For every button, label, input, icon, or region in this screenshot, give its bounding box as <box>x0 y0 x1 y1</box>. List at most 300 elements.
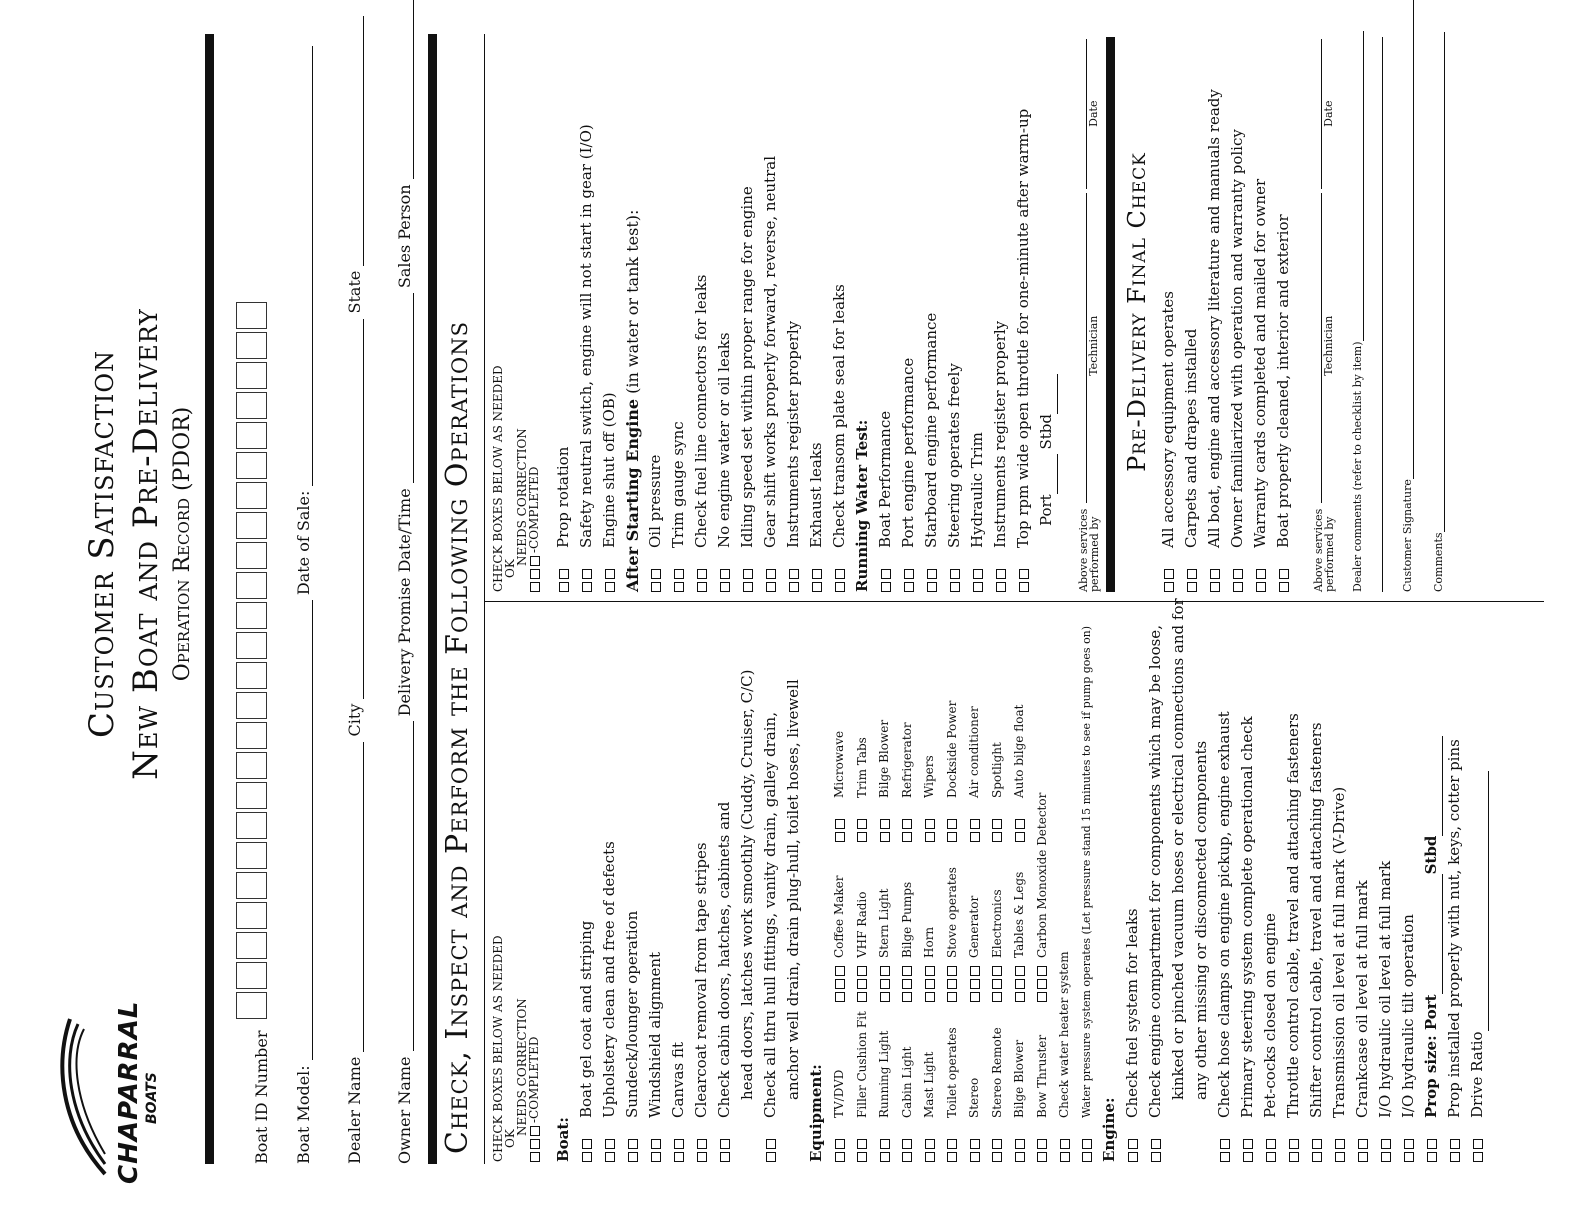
list-item[interactable]: Carpets and drapes installed <box>1180 32 1203 592</box>
checkbox[interactable] <box>970 992 980 1002</box>
list-item[interactable]: I/O hydraulic tilt operation <box>1397 607 1420 1162</box>
checkbox[interactable] <box>1266 1152 1276 1162</box>
checkbox[interactable] <box>992 832 1002 842</box>
checkbox[interactable] <box>1037 979 1047 989</box>
list-item[interactable]: Boat Performance <box>874 32 897 592</box>
checkbox[interactable] <box>697 569 707 579</box>
checkbox[interactable] <box>1019 569 1029 579</box>
checkbox[interactable] <box>835 966 845 976</box>
checkbox[interactable] <box>1256 582 1266 592</box>
checkbox[interactable] <box>835 582 845 592</box>
checkbox[interactable] <box>1220 1139 1230 1149</box>
list-item[interactable]: Check fuel line connectors for leaks <box>690 32 713 592</box>
list-item-cont: any other missing or disconnected components <box>1192 740 1210 1100</box>
list-item[interactable]: Check engine compartment for components which may be loose, <box>1144 607 1167 1162</box>
checkbox[interactable] <box>720 1139 730 1149</box>
checkbox[interactable] <box>950 569 960 579</box>
checkbox[interactable] <box>970 966 980 976</box>
checkbox[interactable] <box>970 1152 980 1162</box>
id-digit-box[interactable] <box>236 722 267 749</box>
id-digit-box[interactable] <box>236 902 267 929</box>
id-digit-box[interactable] <box>236 662 267 689</box>
checkbox[interactable] <box>651 569 661 579</box>
city-field[interactable] <box>349 319 364 699</box>
id-digit-box[interactable] <box>236 992 267 1019</box>
checkbox[interactable] <box>880 1139 890 1149</box>
checkbox[interactable] <box>582 1139 592 1149</box>
id-digit-box[interactable] <box>236 392 267 419</box>
checkbox[interactable] <box>857 966 867 976</box>
checkbox[interactable] <box>674 582 684 592</box>
checkbox[interactable] <box>902 832 912 842</box>
checkbox[interactable] <box>947 1152 957 1162</box>
checkbox[interactable] <box>1312 1152 1322 1162</box>
id-digit-box[interactable] <box>236 782 267 809</box>
list-item[interactable]: Hydraulic Trim <box>966 32 989 592</box>
checkbox[interactable] <box>880 1152 890 1162</box>
delivery-promise-field[interactable] <box>399 293 414 483</box>
checkbox[interactable] <box>1187 582 1197 592</box>
checkbox[interactable] <box>1335 1152 1345 1162</box>
checkbox[interactable] <box>925 819 935 829</box>
boat-id-label: Boat ID Number <box>252 1030 271 1164</box>
id-digit-box[interactable] <box>236 962 267 989</box>
checkbox[interactable] <box>947 819 957 829</box>
checkbox[interactable] <box>857 1139 867 1149</box>
logo-sub: BOATS <box>144 1072 160 1124</box>
checkbox[interactable] <box>605 569 615 579</box>
checkbox[interactable] <box>651 1139 661 1149</box>
checkbox[interactable] <box>789 569 799 579</box>
dealer-name-label: Dealer Name <box>345 1056 364 1164</box>
list-item[interactable]: Check transom plate seal for leaks <box>828 32 851 592</box>
checkbox[interactable] <box>605 582 615 592</box>
checkbox[interactable] <box>992 979 1002 989</box>
list-item[interactable]: Port engine performance <box>897 32 920 592</box>
checkbox[interactable] <box>766 569 776 579</box>
id-digit-box[interactable] <box>236 632 267 659</box>
list-item[interactable]: Check all thru hull fittings, vanity drain, galley drain, <box>759 607 782 1162</box>
checkbox[interactable] <box>1381 1139 1391 1149</box>
list-item[interactable]: Instruments register properly <box>989 32 1012 592</box>
logo-text: CHAPARRAL <box>114 1000 144 1184</box>
checkbox[interactable] <box>1210 569 1220 579</box>
checkbox[interactable] <box>902 1139 912 1149</box>
list-item[interactable]: Shifter control cable, travel and attaching fasteners <box>1305 607 1328 1162</box>
checkbox[interactable] <box>880 992 890 1002</box>
id-digit-box[interactable] <box>236 362 267 389</box>
list-item[interactable]: No engine water or oil leaks <box>713 32 736 592</box>
checkbox[interactable] <box>947 1139 957 1149</box>
customer-signature-field[interactable] <box>1399 0 1414 479</box>
checkbox[interactable] <box>904 582 914 592</box>
checkbox[interactable] <box>970 1139 980 1149</box>
list-item[interactable]: Gear shift works properly forward, reverse, neutral <box>759 32 782 592</box>
list-item[interactable]: Check fuel system for leaks <box>1121 607 1144 1162</box>
checkbox[interactable] <box>1128 1152 1138 1162</box>
checkbox[interactable] <box>1243 1139 1253 1149</box>
checkbox[interactable] <box>743 582 753 592</box>
list-item[interactable]: Check cabin doors, hatches, cabinets and <box>713 607 736 1162</box>
checkbox[interactable] <box>720 582 730 592</box>
checkbox[interactable] <box>1187 569 1197 579</box>
checkbox[interactable] <box>674 569 684 579</box>
list-item[interactable]: Pet-cocks closed on engine <box>1259 607 1282 1162</box>
title-line2: New Boat and Pre-Delivery <box>126 308 166 780</box>
checkbox[interactable] <box>992 992 1002 1002</box>
list-item[interactable]: All boat, engine and accessory literature and manuals ready <box>1203 32 1226 592</box>
checkbox[interactable] <box>880 966 890 976</box>
list-item[interactable]: Boat properly cleaned, interior and exterior <box>1272 32 1295 592</box>
checkbox[interactable] <box>605 1139 615 1149</box>
boat-model-row <box>294 46 313 1164</box>
checkbox[interactable] <box>902 1152 912 1162</box>
dealer-row <box>345 16 364 1164</box>
list-item[interactable]: Instruments register properly <box>782 32 805 592</box>
checkbox[interactable] <box>530 582 540 592</box>
date-field[interactable] <box>1072 39 1087 189</box>
id-digit-box[interactable] <box>236 302 267 329</box>
checkbox[interactable] <box>530 1152 540 1162</box>
checkbox[interactable] <box>582 582 592 592</box>
checkbox[interactable] <box>881 582 891 592</box>
list-item-cont: anchor well drain, drain plug-hull, toilet hoses, livewell <box>784 679 802 1100</box>
column-divider <box>484 601 1544 602</box>
tech-signoff-1: Above services performed by Technician Date <box>1072 32 1100 592</box>
checkbox[interactable] <box>925 832 935 842</box>
list-item[interactable]: Crankcase oil level at full mark <box>1351 607 1374 1162</box>
checkbox[interactable] <box>628 1152 638 1162</box>
checkbox[interactable] <box>651 1152 661 1162</box>
checkbox[interactable] <box>973 582 983 592</box>
list-item[interactable]: Prop installed properly with nut, keys, cotter pins <box>1443 607 1466 1162</box>
checkbox[interactable] <box>766 1139 776 1149</box>
checkbox[interactable] <box>927 569 937 579</box>
list-item[interactable]: Engine shut off (OB) <box>598 32 621 592</box>
checkbox[interactable] <box>1060 1152 1070 1162</box>
list-item[interactable]: Exhaust leaks <box>805 32 828 592</box>
checkbox[interactable] <box>1015 979 1025 989</box>
checkbox[interactable] <box>835 1152 845 1162</box>
checkbox[interactable] <box>743 569 753 579</box>
after-start-heading: After Starting Engine (in water or tank test): <box>623 209 642 592</box>
checkbox[interactable] <box>992 966 1002 976</box>
section-title: Check, Inspect and Perform the Following Operations <box>440 320 475 1154</box>
checkbox[interactable] <box>857 992 867 1002</box>
tech-signoff-2: Above services performed by Technician Date <box>1307 32 1335 592</box>
id-digit-box[interactable] <box>236 452 267 479</box>
checkbox[interactable] <box>1015 1152 1025 1162</box>
list-item[interactable]: Top rpm wide open throttle for one-minute after warm-up <box>1012 32 1035 592</box>
list-item[interactable]: Transmission oil level at full mark (V-Drive) <box>1328 607 1351 1162</box>
checkbox[interactable] <box>857 819 867 829</box>
checkbox[interactable] <box>605 1152 615 1162</box>
checkbox[interactable] <box>1404 1152 1414 1162</box>
technician-field[interactable] <box>1072 193 1087 503</box>
date-of-sale-field[interactable] <box>298 46 313 486</box>
checkbox[interactable] <box>902 992 912 1002</box>
final-title: Pre-Delivery Final Check <box>1123 152 1151 472</box>
id-digit-box[interactable] <box>236 602 267 629</box>
checkbox[interactable] <box>766 582 776 592</box>
list-item[interactable]: Warranty cards completed and mailed for owner <box>1249 32 1272 592</box>
checkbox[interactable] <box>925 992 935 1002</box>
title-line1: Customer Satisfaction <box>82 350 122 739</box>
checkbox[interactable] <box>992 1139 1002 1149</box>
checkbox[interactable] <box>530 1139 540 1149</box>
checkbox[interactable] <box>1082 1139 1092 1149</box>
boat-model-field[interactable] <box>298 600 313 1060</box>
section-under-rule <box>484 34 485 1164</box>
list-item[interactable]: Starboard engine performance <box>920 32 943 592</box>
checkbox[interactable] <box>1473 1152 1483 1162</box>
date-of-sale-label: Date of Sale: <box>294 490 313 596</box>
checkbox[interactable] <box>1210 582 1220 592</box>
checkbox[interactable] <box>947 832 957 842</box>
checkbox[interactable] <box>1060 1139 1070 1149</box>
id-digit-box[interactable] <box>236 872 267 899</box>
checkbox[interactable] <box>789 582 799 592</box>
delivery-promise-label: Delivery Promise Date/Time <box>395 488 414 717</box>
checkbox[interactable] <box>651 582 661 592</box>
checkbox[interactable] <box>1335 1139 1345 1149</box>
checkbox[interactable] <box>720 1152 730 1162</box>
checkbox[interactable] <box>973 569 983 579</box>
id-digit-box[interactable] <box>236 572 267 599</box>
checkbox[interactable] <box>1015 1139 1025 1149</box>
checkbox[interactable] <box>1450 1139 1460 1149</box>
id-digit-box[interactable] <box>236 752 267 779</box>
boat-id-boxes[interactable] <box>252 299 271 1019</box>
checkbox[interactable] <box>880 832 890 842</box>
title-line3: Operation Record (PDOR) <box>170 406 195 682</box>
checkbox[interactable] <box>902 979 912 989</box>
checkbox[interactable] <box>1279 569 1289 579</box>
checkbox[interactable] <box>925 1139 935 1149</box>
checkbox[interactable] <box>996 582 1006 592</box>
checkbox[interactable] <box>1243 1152 1253 1162</box>
left-column <box>491 598 1489 1162</box>
checkbox[interactable] <box>1427 1139 1437 1149</box>
checkbox[interactable] <box>996 569 1006 579</box>
boat-id-row <box>236 299 271 1164</box>
list-item[interactable]: Sundeck/lounger operation <box>621 607 644 1162</box>
checkbox[interactable] <box>720 569 730 579</box>
id-digit-box[interactable] <box>236 512 267 539</box>
id-digit-box[interactable] <box>236 692 267 719</box>
list-item[interactable]: Check hose clamps on engine pickup, engine exhaust <box>1213 607 1236 1162</box>
checkbox[interactable] <box>950 582 960 592</box>
boat-heading: Boat: <box>554 1117 572 1162</box>
id-digit-box[interactable] <box>236 332 267 359</box>
checkbox[interactable] <box>904 569 914 579</box>
checkbox[interactable] <box>992 1152 1002 1162</box>
checkbox[interactable] <box>697 1152 707 1162</box>
checkbox[interactable] <box>1473 1139 1483 1149</box>
list-item[interactable]: Boat gel coat and striping <box>575 607 598 1162</box>
comments-field[interactable] <box>1430 32 1445 532</box>
checkbox[interactable] <box>766 1152 776 1162</box>
city-label: City <box>345 703 364 737</box>
checkbox[interactable] <box>1037 1152 1047 1162</box>
list-item[interactable]: Throttle control cable, travel and attaching fasteners <box>1282 607 1305 1162</box>
checkbox[interactable] <box>835 979 845 989</box>
checkbox[interactable] <box>559 582 569 592</box>
id-digit-box[interactable] <box>236 842 267 869</box>
list-item[interactable]: Prop rotation <box>552 32 575 592</box>
checkbox[interactable] <box>992 819 1002 829</box>
checkbox[interactable] <box>1164 569 1174 579</box>
checkbox[interactable] <box>1233 569 1243 579</box>
list-item[interactable]: Safety neutral switch, engine will not start in gear (I/O) <box>575 32 598 592</box>
checkbox[interactable] <box>1015 992 1025 1002</box>
dealer-comments-field[interactable] <box>1349 31 1364 341</box>
list-item[interactable]: Oil pressure <box>644 32 667 592</box>
list-item-cont: head doors, latches work smoothly (Cuddy, Cruiser, C/C) <box>738 669 756 1100</box>
port-stbd-row[interactable]: Port Stbd <box>1035 32 1058 592</box>
left-legend: CHECK BOXES BELOW AS NEEDED OK NEEDS CORRECTION -COMPLETED <box>491 935 541 1162</box>
checkbox[interactable] <box>857 1152 867 1162</box>
right-legend: CHECK BOXES BELOW AS NEEDED OK NEEDS CORRECTION -COMPLETED <box>491 365 541 592</box>
checkbox[interactable] <box>674 1152 684 1162</box>
checkbox[interactable] <box>530 569 540 579</box>
id-digit-box[interactable] <box>236 482 267 509</box>
state-label: State <box>345 270 364 314</box>
checkbox[interactable] <box>1015 819 1025 829</box>
checkbox[interactable] <box>880 979 890 989</box>
checkbox[interactable] <box>925 966 935 976</box>
list-item[interactable]: Owner familiarized with operation and warranty policy <box>1226 32 1249 592</box>
right-list <box>552 32 1058 592</box>
checkbox[interactable] <box>1279 582 1289 592</box>
checkbox[interactable] <box>835 1139 845 1149</box>
dealer-name-field[interactable] <box>349 742 364 1052</box>
checkbox[interactable] <box>1151 1152 1161 1162</box>
checkbox[interactable] <box>835 832 845 842</box>
chaparral-logo <box>50 1000 160 1184</box>
checkbox[interactable] <box>674 1139 684 1149</box>
state-field[interactable] <box>349 16 364 266</box>
list-item[interactable]: Idling speed set within proper range for engine <box>736 32 759 592</box>
id-digit-box[interactable] <box>236 932 267 959</box>
checkbox[interactable] <box>1404 1139 1414 1149</box>
checkbox[interactable] <box>835 569 845 579</box>
checkbox[interactable] <box>1358 1139 1368 1149</box>
checkbox[interactable] <box>835 992 845 1002</box>
checkbox[interactable] <box>697 1139 707 1149</box>
checkbox[interactable] <box>1220 1152 1230 1162</box>
checkbox[interactable] <box>857 832 867 842</box>
final-date-field[interactable] <box>1307 39 1322 189</box>
id-digit-box[interactable] <box>236 422 267 449</box>
sales-person-field[interactable] <box>399 0 414 179</box>
list-item[interactable]: Windshield alignment <box>644 607 667 1162</box>
checkbox[interactable] <box>1289 1152 1299 1162</box>
checkbox[interactable] <box>582 1152 592 1162</box>
owner-name-field[interactable] <box>399 721 414 1051</box>
engine-heading: Engine: <box>1100 1097 1118 1162</box>
owner-name-label: Owner Name <box>395 1056 414 1164</box>
checkbox[interactable] <box>970 819 980 829</box>
prop-size-row[interactable]: Prop size: PortStbd <box>1420 607 1443 1162</box>
checkbox[interactable] <box>1128 1139 1138 1149</box>
checkbox[interactable] <box>628 1139 638 1149</box>
checkbox[interactable] <box>835 819 845 829</box>
checkbox[interactable] <box>1082 1152 1092 1162</box>
list-item[interactable]: All accessory equipment operates <box>1157 32 1180 592</box>
checkbox[interactable] <box>857 979 867 989</box>
checkbox[interactable] <box>1381 1152 1391 1162</box>
equipment-grid: TV/DVD Coffee Maker Microwave Filler Cushion Fit VHF Radio Trim Tabs Running Light Stern Light Bilge Blower Cabin Light Bilge Pumps Refrigerator Mast Light Horn Wipers Toilet operates Stove operates Dockside Power Stereo Generator Air conditioner Stereo Remote Electronics Spotlight Bilge Blower Tables & Legs Auto bilge float Bow Thruster Carbon Monoxide Detector Check water heater system Water pressure system operates (Let pressure stand 15 minutes to see if pump goes on) <box>828 607 1098 1162</box>
list-item[interactable]: Primary steering system complete operational check <box>1236 607 1259 1162</box>
sales-person-label: Sales Person <box>395 184 414 289</box>
checkbox[interactable] <box>697 582 707 592</box>
checkbox[interactable] <box>1289 1139 1299 1149</box>
checkbox[interactable] <box>1015 832 1025 842</box>
checkbox[interactable] <box>881 569 891 579</box>
boat-model-label: Boat Model: <box>294 1065 313 1164</box>
checkbox[interactable] <box>1037 992 1047 1002</box>
checkbox[interactable] <box>1256 569 1266 579</box>
checkbox[interactable] <box>1019 582 1029 592</box>
checkbox[interactable] <box>1164 582 1174 592</box>
checkbox[interactable] <box>927 582 937 592</box>
checkbox[interactable] <box>1266 1139 1276 1149</box>
checkbox[interactable] <box>1358 1152 1368 1162</box>
comments-row: Comments <box>1430 32 1445 592</box>
list-item[interactable]: Steering operates freely <box>943 32 966 592</box>
checkbox[interactable] <box>812 582 822 592</box>
checkbox[interactable] <box>947 979 957 989</box>
list-item[interactable]: Upholstery clean and free of defects <box>598 607 621 1162</box>
checkbox[interactable] <box>1233 582 1243 592</box>
checkbox[interactable] <box>582 569 592 579</box>
checkbox[interactable] <box>947 992 957 1002</box>
checkbox[interactable] <box>1037 966 1047 976</box>
list-item[interactable]: I/O hydraulic oil level at full mark <box>1374 607 1397 1162</box>
checkbox[interactable] <box>1312 1139 1322 1149</box>
list-item[interactable]: Canvas fit <box>667 607 690 1162</box>
list-item[interactable]: Clearcoat removal from tape stripes <box>690 607 713 1162</box>
checkbox[interactable] <box>947 966 957 976</box>
list-item[interactable]: Trim gauge sync <box>667 32 690 592</box>
id-digit-box[interactable] <box>236 812 267 839</box>
id-digit-box[interactable] <box>236 542 267 569</box>
checkbox[interactable] <box>925 979 935 989</box>
checkbox[interactable] <box>559 569 569 579</box>
final-technician-field[interactable] <box>1307 193 1322 503</box>
checkbox[interactable] <box>970 979 980 989</box>
checkbox[interactable] <box>1427 1152 1437 1162</box>
checkbox[interactable] <box>812 569 822 579</box>
top-rule <box>205 34 214 1164</box>
checkbox[interactable] <box>970 832 980 842</box>
checkbox[interactable] <box>1015 966 1025 976</box>
checkbox[interactable] <box>925 1152 935 1162</box>
checkbox[interactable] <box>530 1126 540 1136</box>
checkbox[interactable] <box>880 819 890 829</box>
running-heading: Running Water Test: <box>853 419 871 592</box>
engine-list <box>1121 598 1489 1162</box>
checkbox[interactable] <box>530 556 540 566</box>
checkbox[interactable] <box>1151 1139 1161 1149</box>
checkbox[interactable] <box>1037 1139 1047 1149</box>
checkbox[interactable] <box>902 966 912 976</box>
checkbox[interactable] <box>902 819 912 829</box>
checkbox[interactable] <box>1450 1152 1460 1162</box>
drive-ratio-row[interactable]: Drive Ratio <box>1466 607 1489 1162</box>
dealer-comments-line2[interactable] <box>1382 37 1383 592</box>
